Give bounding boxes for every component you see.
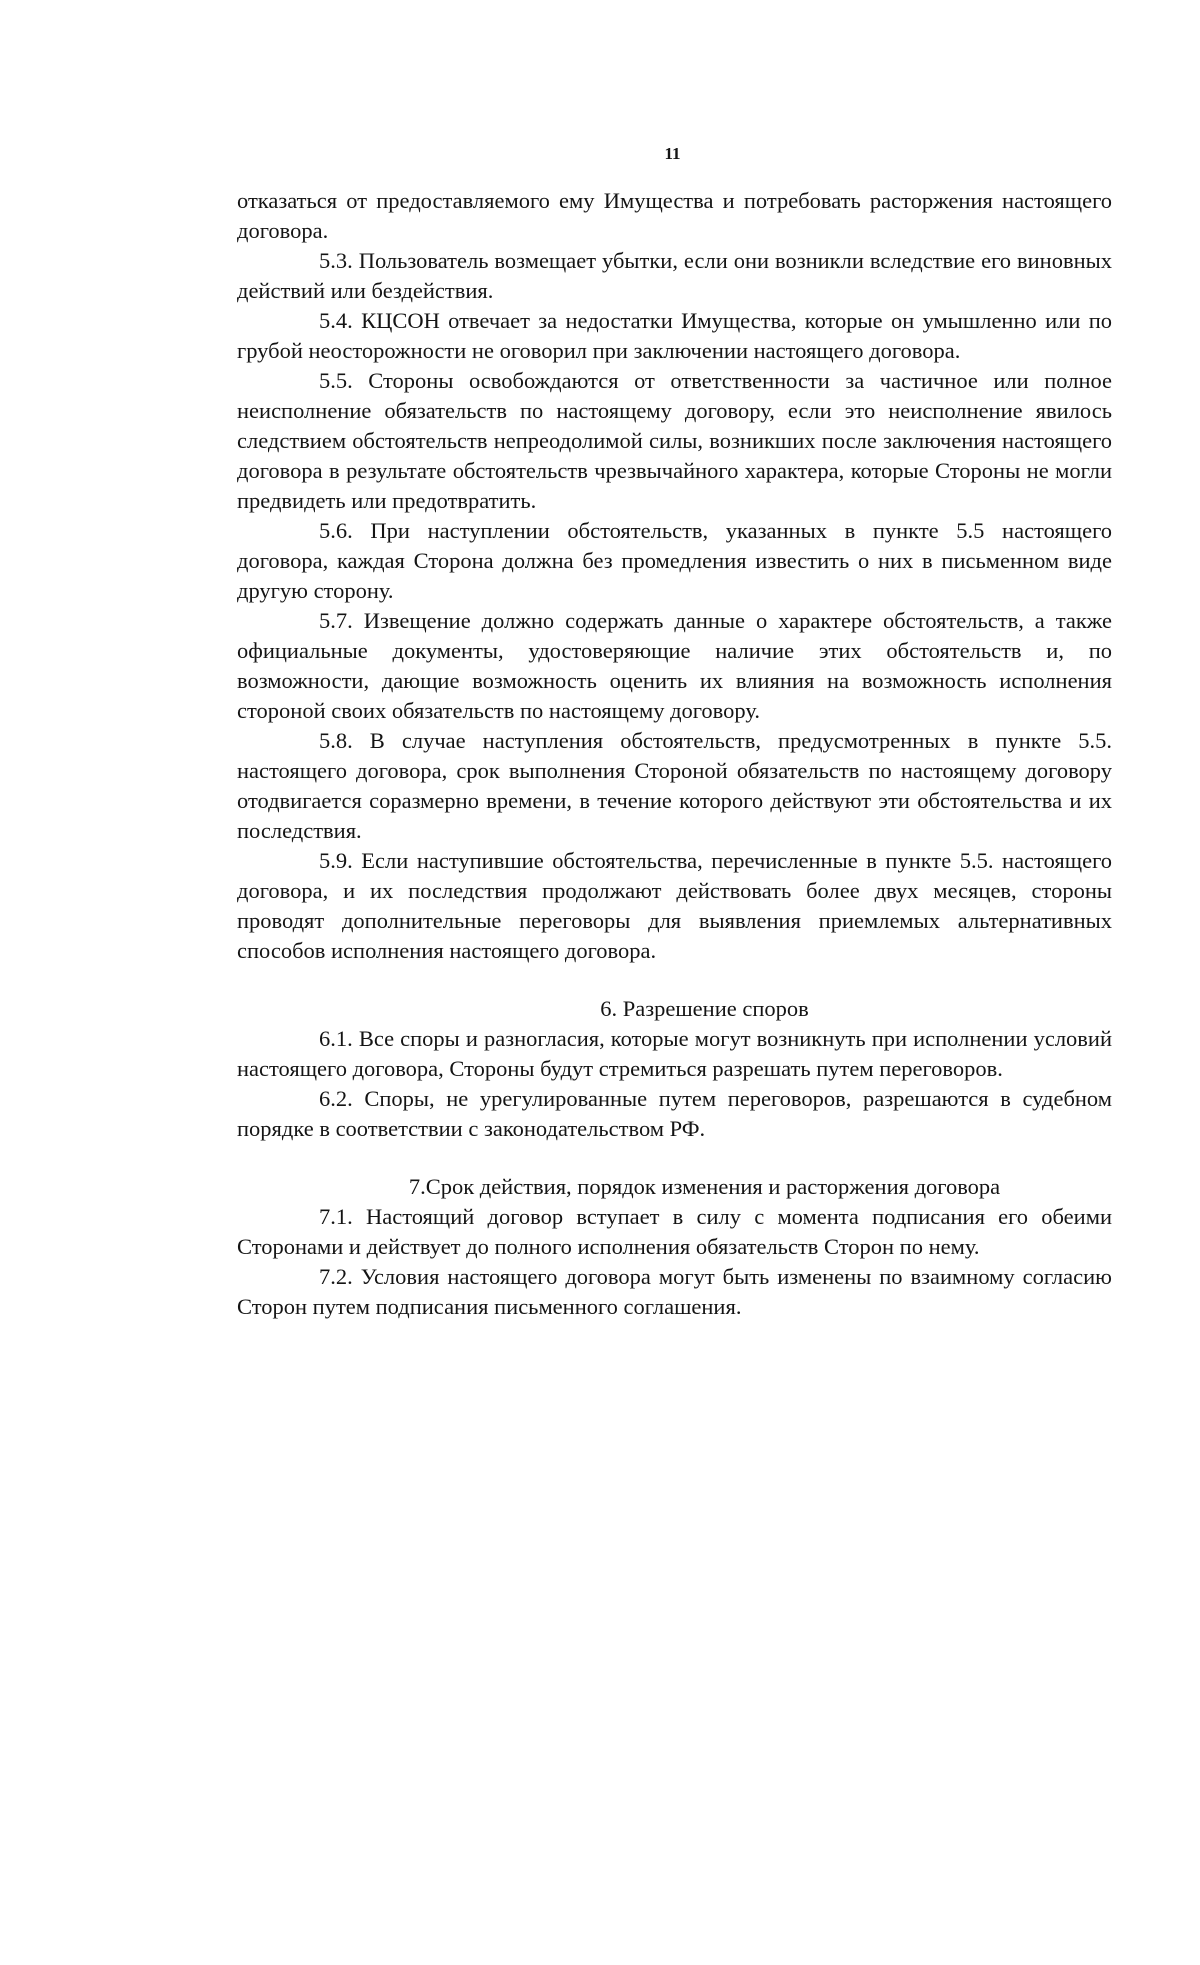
section-spacer: [237, 966, 1112, 994]
paragraph-continuation: отказаться от предоставляемого ему Имущества и потребовать расторжения настоящего договора.: [237, 188, 1112, 243]
paragraph-5-6: 5.6. При наступлении обстоятельств, указанных в пункте 5.5 настоящего договора, каждая Сторона должна без промедления известить о них в письменном виде другую сторону.: [237, 518, 1112, 603]
document-body: [237, 186, 1112, 1322]
paragraph-5-3: 5.3. Пользователь возмещает убытки, если они возникли вследствие его виновных действий или бездействия.: [237, 248, 1112, 303]
section-6-heading: 6. Разрешение споров: [600, 996, 809, 1021]
paragraph-5-7: 5.7. Извещение должно содержать данные о характере обстоятельств, а также официальные документы, удостоверяющие наличие этих обстоятельств и, по возможности, дающие возможность оценить их влияния на возможность исполнения стороной своих обязательств по настоящему договору.: [237, 608, 1112, 723]
paragraph-6-1: 6.1. Все споры и разногласия, которые могут возникнуть при исполнении условий настоящего договора, Стороны будут стремиться разрешать путем переговоров.: [237, 1026, 1112, 1081]
paragraph-5-9: 5.9. Если наступившие обстоятельства, перечисленные в пункте 5.5. настоящего договора, и их последствия продолжают действовать более двух месяцев, стороны проводят дополнительные переговоры для выявления приемлемых альтернативных способов исполнения настоящего договора.: [237, 848, 1112, 963]
paragraph-5-5: 5.5. Стороны освобождаются от ответственности за частичное или полное неисполнение обязательств по настоящему договору, если это неисполнение явилось следствием обстоятельств непреодолимой силы, возникших после заключения настоящего договора в результате обстоятельств чрезвычайного характера, которые Стороны не могли предвидеть или предотвратить.: [237, 368, 1112, 513]
section-7-heading: 7.Срок действия, порядок изменения и расторжения договора: [408, 1174, 1001, 1199]
paragraph-7-1: 7.1. Настоящий договор вступает в силу с момента подписания его обеими Сторонами и действует до полного исполнения обязательств Сторон по нему.: [237, 1204, 1112, 1259]
paragraph-6-2: 6.2. Споры, не урегулированные путем переговоров, разрешаются в судебном порядке в соответствии с законодательством РФ.: [237, 1086, 1112, 1141]
paragraph-7-2: 7.2. Условия настоящего договора могут быть изменены по взаимному согласию Сторон путем подписания письменного соглашения.: [237, 1264, 1112, 1319]
paragraph-5-4: 5.4. КЦСОН отвечает за недостатки Имущества, которые он умышленно или по грубой неосторожности не оговорил при заключении настоящего договора.: [237, 308, 1112, 363]
paragraph-5-8: 5.8. В случае наступления обстоятельств, предусмотренных в пункте 5.5. настоящего договора, срок выполнения Стороной обязательств по настоящему договору отодвигается соразмерно времени, в течение которого действуют эти обстоятельства и их последствия.: [237, 728, 1112, 843]
page-number: 11: [664, 144, 681, 163]
section-spacer: [237, 1144, 1112, 1172]
